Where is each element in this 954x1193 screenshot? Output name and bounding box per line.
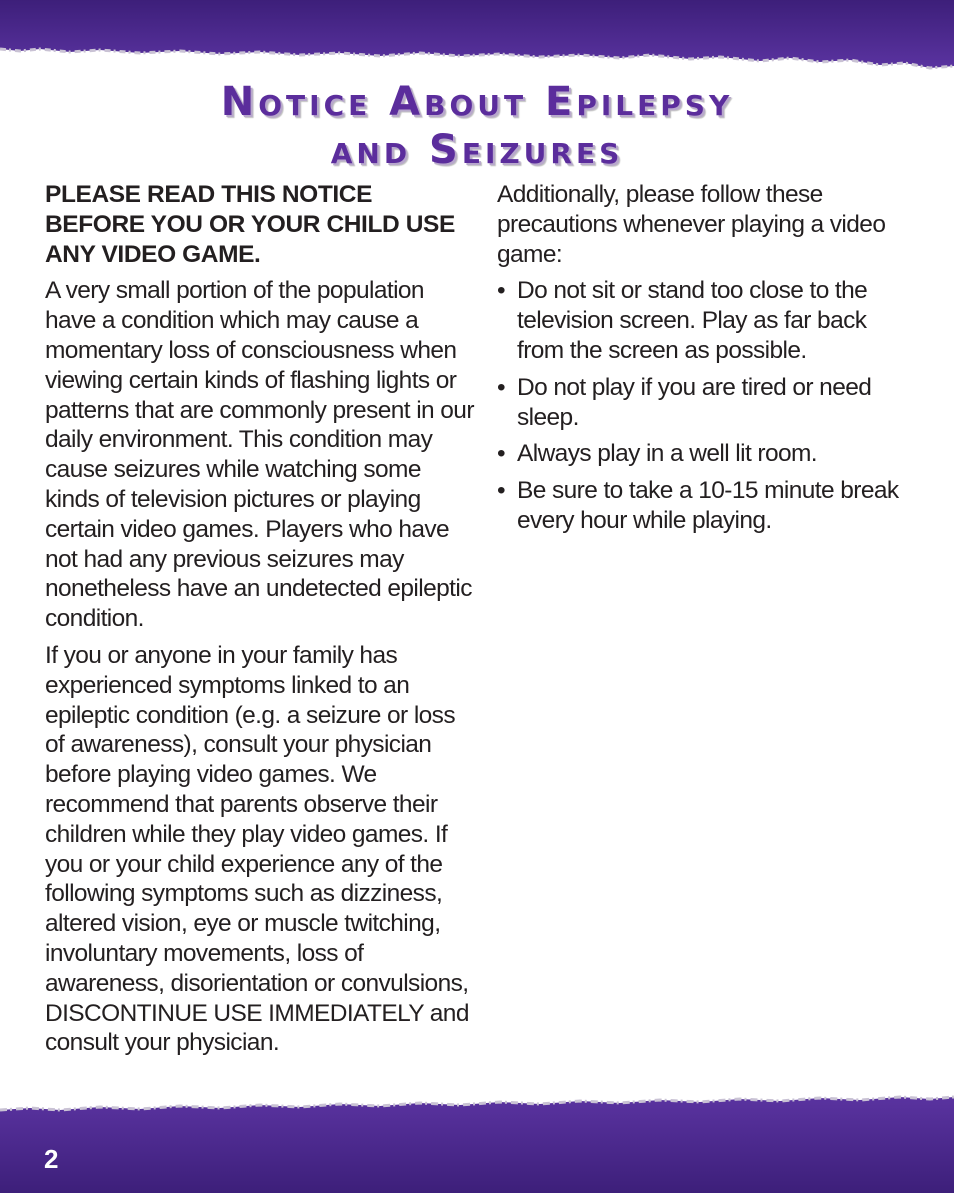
title-line-1: Notice About Epilepsy [220, 79, 734, 125]
page-number: 2 [44, 1144, 59, 1174]
bottom-banner [0, 1088, 954, 1193]
bullet-icon: • [497, 477, 505, 505]
top-banner-shape [0, 0, 954, 80]
list-item-text: Always play in a well lit room. [517, 440, 818, 468]
title-line-2: and Seizures [330, 127, 624, 173]
bottom-banner-shape [0, 1088, 954, 1193]
list-item [497, 476, 917, 536]
bullet-icon: • [497, 373, 505, 401]
precautions-intro: Additionally, please follow these precautions whenever playing a video game: [497, 181, 886, 268]
list-item-text: Do not play if you are tired or need sleep. [517, 373, 872, 431]
bullet-icon: • [497, 440, 505, 468]
paragraph-symptoms: If you or anyone in your family has experienced symptoms linked to an epileptic condition (e.g. a seizure or loss of awareness), consult your physician before playing video games. We recommend that parents observe their children while they play video games. If you or your child experience any of the following symptoms such as dizziness, altered vision, eye or muscle twitching, involuntary movements, loss of awareness, disorientation or convulsions, DISCONTINUE USE IMMEDIATELY and consult your physician. [45, 641, 469, 1057]
top-banner [0, 0, 954, 80]
list-item-text: Do not sit or stand too close to the television screen. Play as far back from the screen as possible. [517, 277, 868, 364]
page-title [0, 78, 954, 174]
precautions-list [497, 276, 917, 535]
list-item [497, 276, 917, 365]
list-item [497, 439, 917, 469]
list-item [497, 373, 917, 433]
list-item-text: Be sure to take a 10-15 minute break every hour while playing. [517, 477, 899, 534]
paragraph-population: A very small portion of the population have a condition which may cause a momentary loss of consciousness when viewing certain kinds of flashing lights or patterns that are commonly present in our daily environment. This condition may cause seizures while watching some kinds of television pictures or playing certain video games. Players who have not had any previous seizures may nonetheless have an undetected epileptic condition. [45, 277, 474, 633]
right-column [497, 180, 917, 543]
left-column [45, 180, 475, 1065]
notice-lead: PLEASE READ THIS NOTICE BEFORE YOU OR YOUR CHILD USE ANY VIDEO GAME. [45, 181, 455, 268]
bullet-icon: • [497, 277, 505, 305]
